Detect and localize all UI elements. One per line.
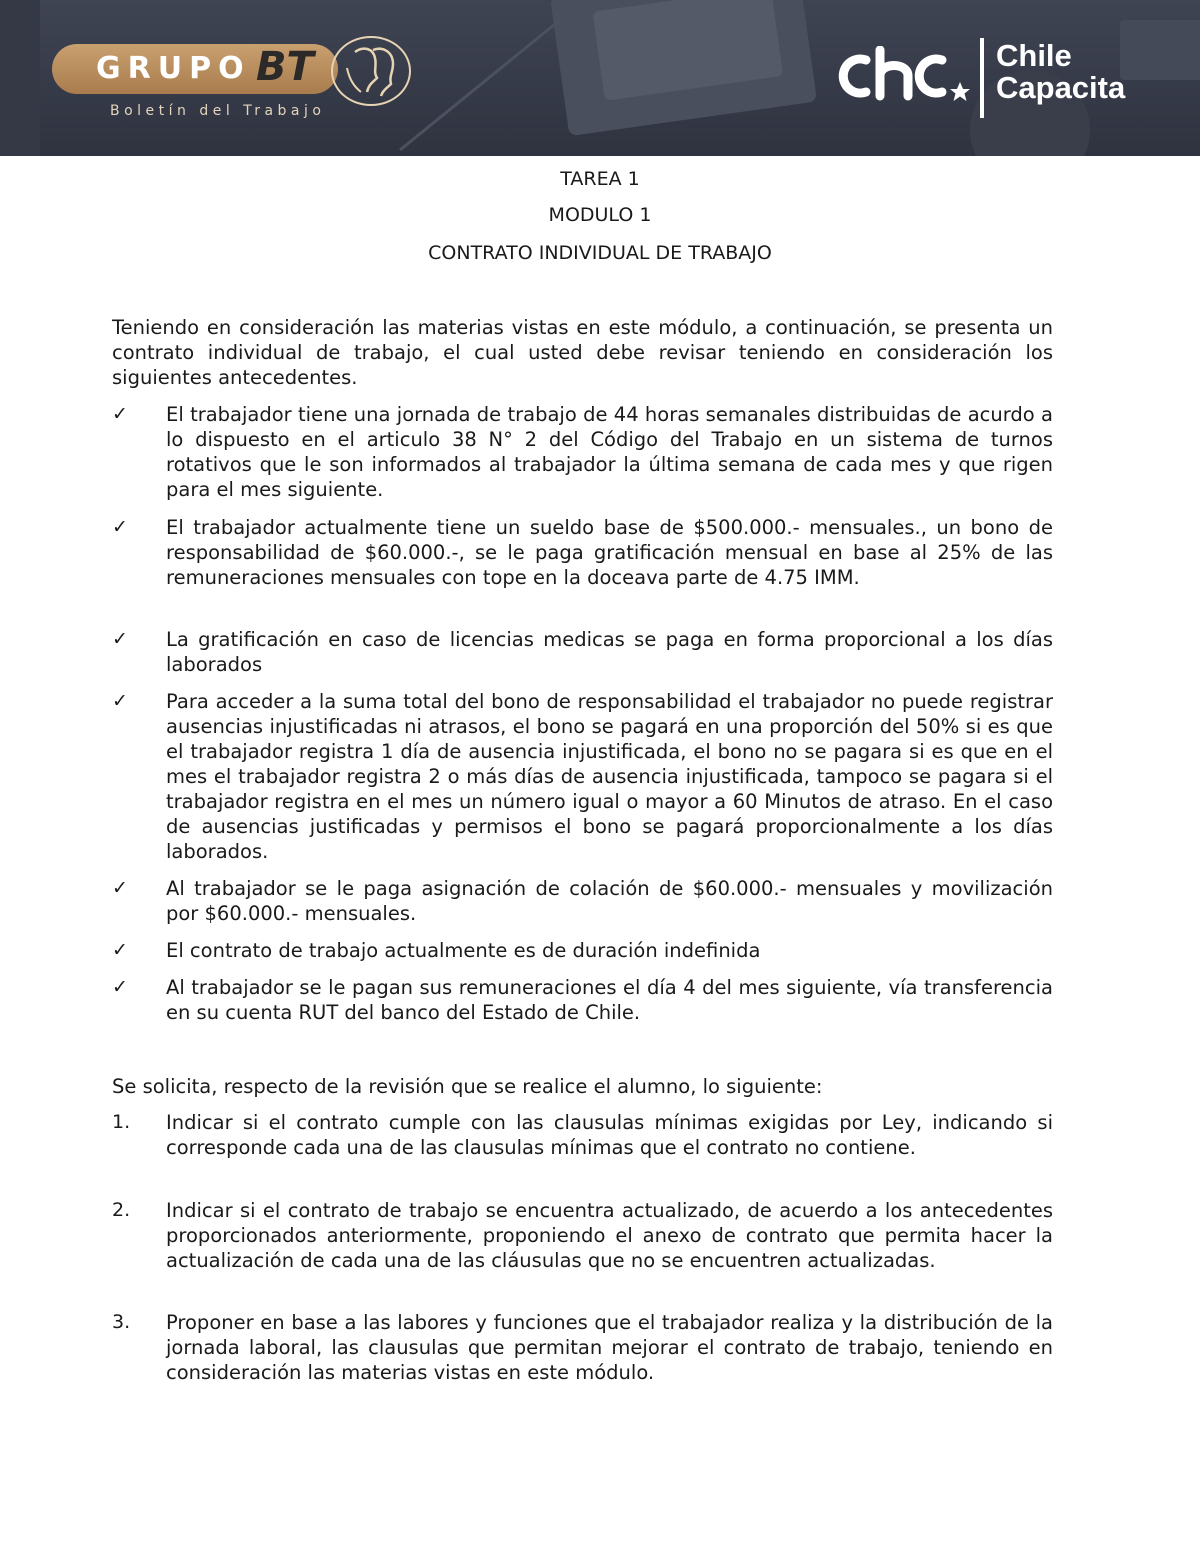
- chc-star-logo-icon: [836, 46, 986, 106]
- chile-capacita-line1: Chile: [996, 38, 1072, 73]
- check-icon: ✓: [112, 976, 128, 998]
- profile-faces-seal-icon: [331, 36, 411, 106]
- solicitud-intro: Se solicita, respecto de la revisión que se realice el alumno, lo siguiente:: [112, 1075, 823, 1098]
- intro-paragraph: Teniendo en consideración las materias vistas en este módulo, a continuación, se presenta un contrato individual de trabajo, el cual usted debe revisar teniendo en consideración los siguientes antecedentes.: [112, 316, 1053, 389]
- chile-capacita-wordmark: [996, 40, 1125, 104]
- task-text: Indicar si el contrato cumple con las clausulas mínimas exigidas por Ley, indicando si corresponde cada una de las clausulas mínimas que el contrato no contiene.: [166, 1111, 1053, 1159]
- logo-divider: [980, 38, 986, 118]
- checklist-item-text: El trabajador actualmente tiene un sueldo base de $500.000.- mensuales., un bono de responsabilidad de $60.000.-, se le paga gratificación mensual en base al 25% de las remuneraciones mensuales con tope en la doceava parte de 4.75 IMM.: [166, 516, 1053, 589]
- check-icon: ✓: [112, 516, 128, 538]
- check-icon: ✓: [112, 877, 128, 899]
- check-icon: ✓: [112, 939, 128, 961]
- document-title: CONTRATO INDIVIDUAL DE TRABAJO: [428, 242, 772, 264]
- checklist-item-text: Al trabajador se le paga asignación de colación de $60.000.- mensuales y movilización por $60.000.- mensuales.: [166, 877, 1053, 925]
- chile-capacita-line2: Capacita: [996, 70, 1126, 105]
- check-icon: ✓: [112, 690, 128, 712]
- grupo-bt-wordmark: GRUPO: [96, 51, 251, 86]
- checklist-item-text: Para acceder a la suma total del bono de responsabilidad el trabajador no puede registrar ausencias injustificadas ni atrasos, el bono se pagará en una proporción del 50% si es que el trabajador registra 1 día de ausencia injustificada, el bono no se pagara si es que en el mes el trabajador registra 2 o más días de ausencia injustificada, tampoco se pagara si el trabajador registra en el mes un número igual o mayor a 60 Minutos de atraso. En el caso de ausencias justificadas y permisos el bono se pagará proporcionalmente a los días laborados.: [166, 690, 1053, 863]
- checklist-item-text: El contrato de trabajo actualmente es de duración indefinida: [166, 939, 761, 962]
- modulo-title: MODULO 1: [548, 204, 652, 226]
- task-text: Proponer en base a las labores y funciones que el trabajador realiza y la distribución de la jornada laboral, las clausulas que permitan mejorar el contrato de trabajo, teniendo en consideración las materias vistas en este módulo.: [166, 1311, 1053, 1384]
- checklist-item-text: Al trabajador se le pagan sus remuneraciones el día 4 del mes siguiente, vía transferencia en su cuenta RUT del banco del Estado de Chile.: [166, 976, 1053, 1024]
- task-number: 2.: [112, 1199, 131, 1221]
- checklist-item-text: La gratificación en caso de licencias medicas se paga en forma proporcional a los días laborados: [166, 628, 1053, 676]
- header-banner: [0, 0, 1200, 156]
- grupo-bt-mark: BT: [256, 44, 314, 90]
- task-number: 1.: [112, 1111, 131, 1133]
- check-icon: ✓: [112, 403, 128, 425]
- checklist-item-text: El trabajador tiene una jornada de trabajo de 44 horas semanales distribuidas de acurdo a lo dispuesto en el articulo 38 N° 2 del Código del Trabajo en un sistema de turnos rotativos que le son informados al trabajador la última semana de cada mes y que rigen para el mes siguiente.: [166, 403, 1053, 501]
- task-text: Indicar si el contrato de trabajo se encuentra actualizado, de acuerdo a los antecedentes proporcionados anteriormente, proponiendo el anexo de contrato que permita hacer la actualización de cada una de las cláusulas que no se encuentren actualizadas.: [166, 1199, 1053, 1272]
- tarea-title: TAREA 1: [560, 168, 640, 190]
- task-number: 3.: [112, 1311, 131, 1333]
- boletin-del-trabajo-subtitle: Boletín del Trabajo: [110, 103, 326, 119]
- check-icon: ✓: [112, 628, 128, 650]
